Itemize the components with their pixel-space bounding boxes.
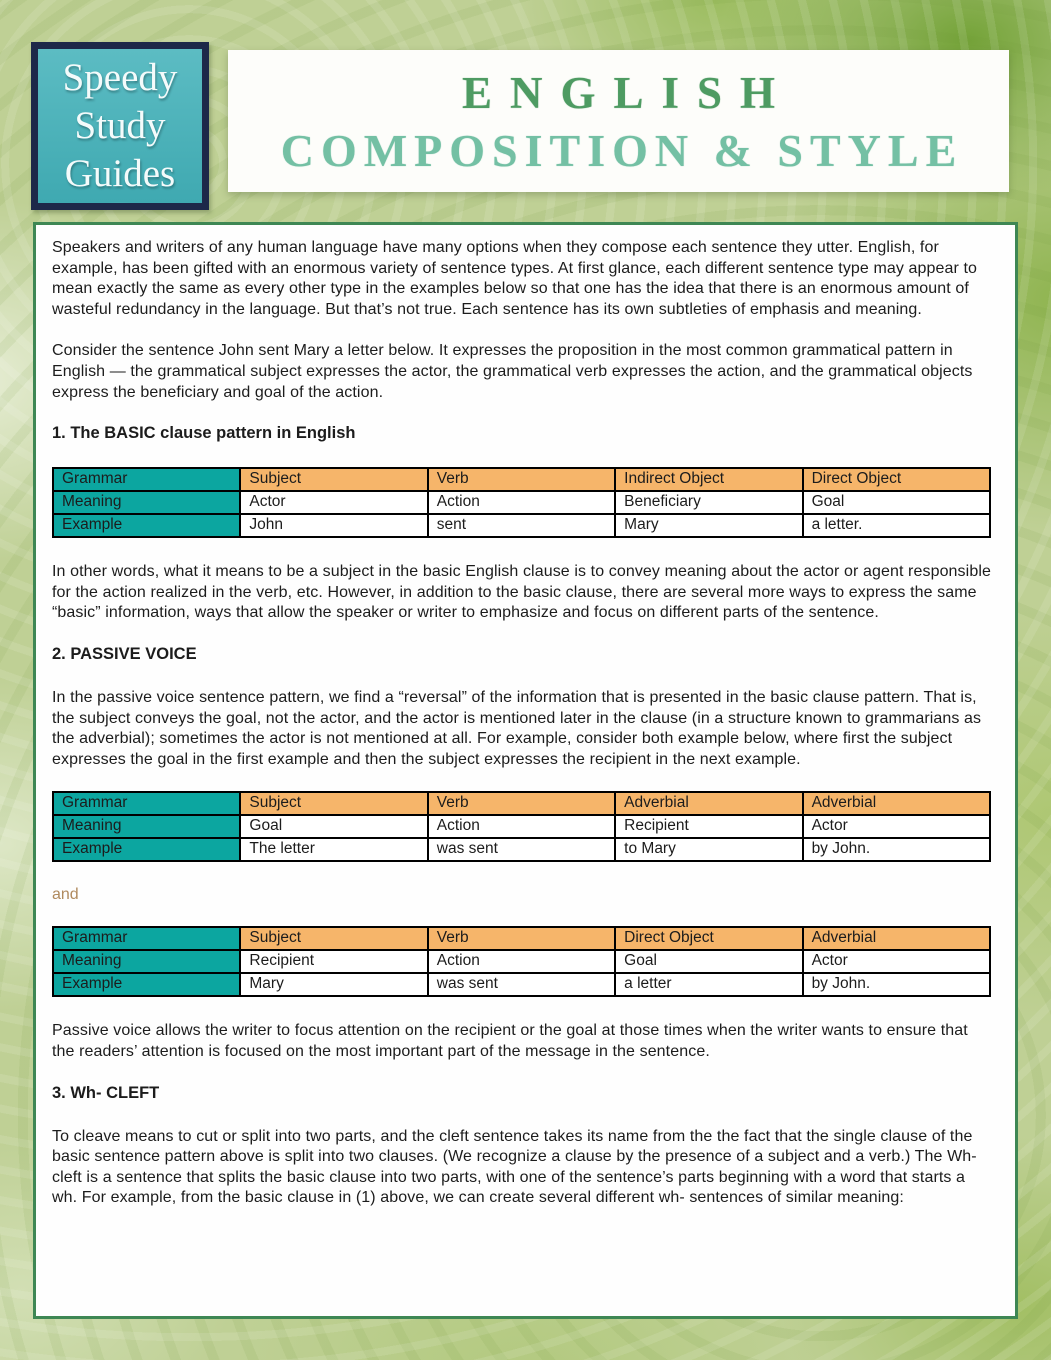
table-row <box>53 491 990 514</box>
data-cell: Goal <box>240 815 427 838</box>
header-cell: Adverbial <box>803 927 990 950</box>
data-cell: Actor <box>803 815 990 838</box>
header-cell: Direct Object <box>803 468 990 491</box>
table-row <box>53 514 990 537</box>
data-cell: by John. <box>803 973 990 996</box>
row-label-cell: Example <box>53 973 240 996</box>
row-label-cell: Meaning <box>53 815 240 838</box>
data-cell: Actor <box>240 491 427 514</box>
data-cell: to Mary <box>615 838 802 861</box>
table-row <box>53 950 990 973</box>
header-cell: Subject <box>240 792 427 815</box>
row-label-cell: Grammar <box>53 468 240 491</box>
table-row <box>53 838 990 861</box>
header-cell: Indirect Object <box>615 468 802 491</box>
wh-cleft-intro: To cleave means to cut or split into two parts, and the cleft sentence takes its name from the the fact that the single clause of the basic sentence pattern above is split into two clauses. (We recognize a clause by the presence of a subject and a verb.) The Wh- cleft is a sentence that splits the basic clause into two parts, with one of the sentence’s parts beginning with a word that starts a wh. For example, from the basic clause in (1) above, we can create several different wh- sentences of similar meaning: <box>52 1127 977 1207</box>
row-label-cell: Example <box>53 838 240 861</box>
speedy-study-guides-logo <box>31 42 209 210</box>
passive-voice-table-goal <box>52 791 991 862</box>
data-cell: Goal <box>803 491 990 514</box>
page-title-line1: ENGLISH <box>461 68 794 118</box>
passive-voice-table-recipient <box>52 926 991 997</box>
intro-paragraph-1: Speakers and writers of any human language have many options when they compose each sentence they utter. English, for example, has been gifted with an enormous variety of sentence types. At first glance, each different sentence type may appear to mean exactly the same as every other type in the examples below so that one has the idea that there is an enormous amount of wasteful redundancy in the language. But that’s not true. Each sentence has its own subtleties of emphasis and meaning. <box>52 239 978 318</box>
section-heading-passive-voice: 2. PASSIVE VOICE <box>52 644 197 663</box>
logo-text-line: Speedy <box>62 56 178 99</box>
logo-text-line: Guides <box>64 152 176 195</box>
row-label-cell: Meaning <box>53 950 240 973</box>
table-row <box>53 815 990 838</box>
content-sheet <box>33 222 1018 1319</box>
passive-voice-intro: In the passive voice sentence pattern, we find a “reversal” of the information that is presented in the basic clause pattern. That is, the subject conveys the goal, not the actor, and the actor is mentioned later in the clause (in a structure known to grammarians as the adverbial); sometimes the actor is not mentioned at all. For example, consider both example below, where first the subject expresses the goal in the first example and then the subject expresses the recipient in the next example. <box>52 688 982 768</box>
data-cell: sent <box>428 514 615 537</box>
data-cell: John <box>240 514 427 537</box>
data-cell: Mary <box>240 973 427 996</box>
and-connector: and <box>52 886 79 904</box>
table-header-row <box>53 792 990 815</box>
title-banner <box>228 50 1009 192</box>
table-header-row <box>53 927 990 950</box>
logo-text-line: Study <box>74 104 166 147</box>
header-cell: Verb <box>428 468 615 491</box>
page-title-line2: COMPOSITION & STYLE <box>280 125 964 176</box>
table-row <box>53 973 990 996</box>
data-cell: Recipient <box>615 815 802 838</box>
passive-voice-explanation: Passive voice allows the writer to focus attention on the recipient or the goal at those times when the writer wants to ensure that the readers’ attention is focused on the most important part of the message in the sentence. <box>52 1022 968 1060</box>
row-label-cell: Grammar <box>53 927 240 950</box>
data-cell: Action <box>428 815 615 838</box>
data-cell: a letter. <box>803 514 990 537</box>
header-cell: Adverbial <box>803 792 990 815</box>
data-cell: Mary <box>615 514 802 537</box>
data-cell: Goal <box>615 950 802 973</box>
header-cell: Verb <box>428 927 615 950</box>
intro-paragraph-2: Consider the sentence John sent Mary a letter below. It expresses the proposition in the most common grammatical pattern in English — the grammatical subject expresses the actor, the grammatical verb expresses the action, and the grammatical objects express the beneficiary and goal of the action. <box>52 342 973 401</box>
data-cell: Action <box>428 491 615 514</box>
basic-clause-table <box>52 467 991 538</box>
data-cell: Beneficiary <box>615 491 802 514</box>
header-cell: Subject <box>240 468 427 491</box>
data-cell: Action <box>428 950 615 973</box>
data-cell: by John. <box>803 838 990 861</box>
header-cell: Adverbial <box>615 792 802 815</box>
header-cell: Direct Object <box>615 927 802 950</box>
table-header-row <box>53 468 990 491</box>
data-cell: a letter <box>615 973 802 996</box>
data-cell: was sent <box>428 973 615 996</box>
row-label-cell: Grammar <box>53 792 240 815</box>
header-cell: Verb <box>428 792 615 815</box>
data-cell: Actor <box>803 950 990 973</box>
data-cell: Recipient <box>240 950 427 973</box>
section-heading-wh-cleft: 3. Wh- CLEFT <box>52 1083 160 1102</box>
row-label-cell: Meaning <box>53 491 240 514</box>
section-heading-basic-clause: 1. The BASIC clause pattern in English <box>52 424 356 443</box>
header-cell: Subject <box>240 927 427 950</box>
data-cell: was sent <box>428 838 615 861</box>
row-label-cell: Example <box>53 514 240 537</box>
data-cell: The letter <box>240 838 427 861</box>
basic-clause-explanation: In other words, what it means to be a subject in the basic English clause is to convey meaning about the actor or agent responsible for the action realized in the verb, etc. However, in addition to the basic clause, there are several more ways to express the same “basic” information, ways that allow the speaker or writer to emphasize and focus on different parts of the sentence. <box>52 563 991 622</box>
